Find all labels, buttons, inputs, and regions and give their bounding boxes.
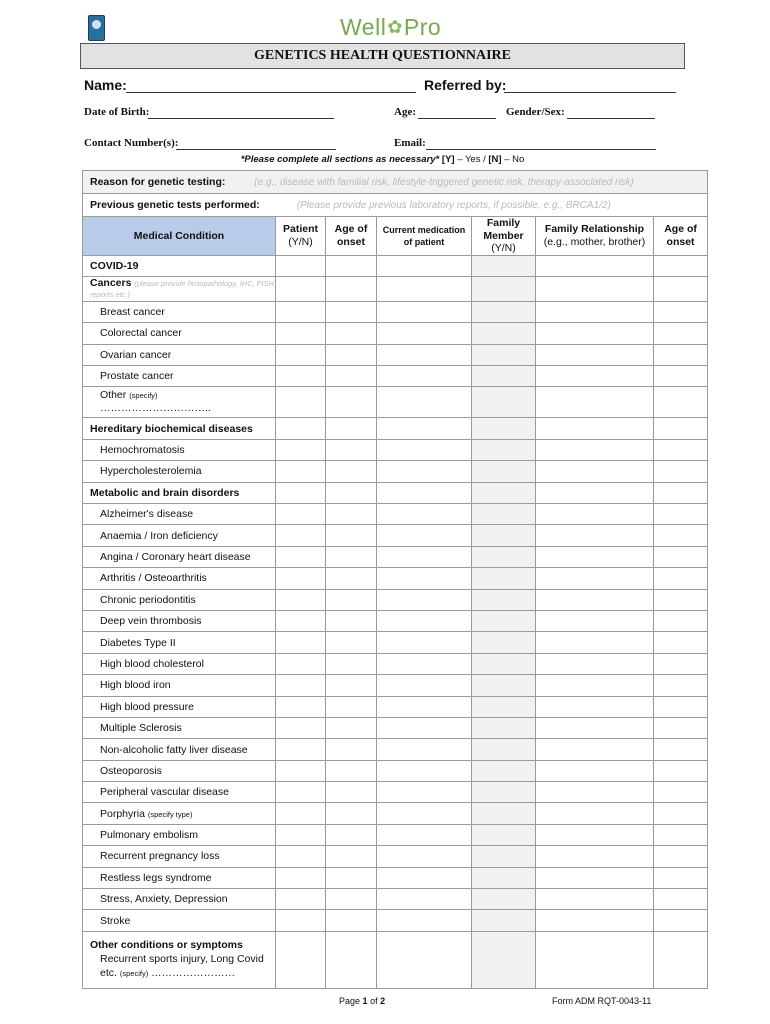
answer-cell[interactable] (472, 301, 536, 322)
instruction-note: *Please complete all sections as necessary* [Y] – Yes / [N] – No (240, 154, 525, 165)
table-row (83, 846, 708, 867)
answer-cell[interactable] (377, 632, 472, 653)
answer-cell[interactable] (472, 589, 536, 610)
answer-cell[interactable] (377, 696, 472, 717)
emblem-logo (88, 15, 105, 41)
answer-cell[interactable] (654, 276, 708, 301)
page-number: Page 1 of 2 (339, 996, 386, 1006)
col-relationship: Family Relationship (e.g., mother, brother) (536, 217, 654, 256)
answer-cell[interactable] (654, 931, 708, 988)
answer-cell[interactable] (472, 439, 536, 460)
condition-label: Arthritis / Osteoarthritis (83, 568, 276, 589)
answer-cell[interactable] (536, 546, 654, 567)
answer-cell[interactable] (326, 387, 377, 418)
email-field[interactable] (426, 149, 656, 150)
answer-cell[interactable] (472, 546, 536, 567)
answer-cell[interactable] (276, 782, 326, 803)
answer-cell[interactable] (536, 867, 654, 888)
answer-cell[interactable] (377, 366, 472, 387)
answer-cell[interactable] (536, 803, 654, 824)
answer-cell[interactable] (377, 387, 472, 418)
answer-cell[interactable] (654, 910, 708, 931)
answer-cell[interactable] (326, 482, 377, 503)
answer-cell[interactable] (276, 276, 326, 301)
answer-cell[interactable] (536, 366, 654, 387)
answer-cell[interactable] (377, 653, 472, 674)
table-row (83, 255, 708, 276)
table-row (83, 696, 708, 717)
answer-cell[interactable] (326, 803, 377, 824)
answer-cell[interactable] (276, 344, 326, 365)
answer-cell[interactable] (276, 910, 326, 931)
answer-cell[interactable] (377, 610, 472, 631)
dob-label: Date of Birth: (84, 106, 150, 118)
answer-cell[interactable] (472, 461, 536, 482)
answer-cell[interactable] (377, 589, 472, 610)
answer-cell[interactable] (472, 824, 536, 845)
answer-cell[interactable] (654, 323, 708, 344)
answer-cell[interactable] (654, 653, 708, 674)
answer-cell[interactable] (276, 589, 326, 610)
answer-cell[interactable] (536, 889, 654, 910)
gender-field[interactable] (567, 118, 655, 119)
answer-cell[interactable] (536, 824, 654, 845)
answer-cell[interactable] (377, 461, 472, 482)
answer-cell[interactable] (326, 846, 377, 867)
answer-cell[interactable] (536, 525, 654, 546)
answer-cell[interactable] (377, 301, 472, 322)
answer-cell[interactable] (326, 739, 377, 760)
answer-cell[interactable] (472, 803, 536, 824)
table-row (83, 301, 708, 322)
table-row (83, 824, 708, 845)
table-row (83, 504, 708, 525)
table-row (83, 782, 708, 803)
condition-label: Stroke (83, 910, 276, 931)
wellpro-logo: Well ✿ Pro (340, 13, 442, 40)
answer-cell[interactable] (536, 717, 654, 738)
answer-cell[interactable] (536, 739, 654, 760)
referred-by-label: Referred by: (424, 77, 507, 93)
answer-cell[interactable] (276, 525, 326, 546)
table-row (83, 276, 708, 301)
answer-cell[interactable] (536, 255, 654, 276)
answer-cell[interactable] (472, 653, 536, 674)
answer-cell[interactable] (536, 610, 654, 631)
answer-cell[interactable] (472, 525, 536, 546)
table-row (83, 931, 708, 988)
answer-cell[interactable] (276, 610, 326, 631)
condition-label: Cancers (please provide histopathology, IHC, FISH reports etc.) (83, 276, 276, 301)
answer-cell[interactable] (654, 301, 708, 322)
answer-cell[interactable] (654, 846, 708, 867)
answer-cell[interactable] (326, 418, 377, 439)
table-row (83, 653, 708, 674)
age-label: Age: (394, 106, 416, 118)
answer-cell[interactable] (377, 931, 472, 988)
condition-label: Metabolic and brain disorders (83, 482, 276, 503)
condition-label: COVID-19 (83, 255, 276, 276)
answer-cell[interactable] (654, 418, 708, 439)
answer-cell[interactable] (377, 824, 472, 845)
answer-cell[interactable] (472, 568, 536, 589)
condition-label: High blood cholesterol (83, 653, 276, 674)
col-family-member: Family Member (Y/N) (472, 217, 536, 256)
answer-cell[interactable] (326, 589, 377, 610)
answer-cell[interactable] (472, 846, 536, 867)
answer-cell[interactable] (326, 675, 377, 696)
answer-cell[interactable] (326, 366, 377, 387)
answer-cell[interactable] (536, 439, 654, 460)
condition-label: Stress, Anxiety, Depression (83, 889, 276, 910)
answer-cell[interactable] (472, 504, 536, 525)
answer-cell[interactable] (326, 546, 377, 567)
condition-label: Hypercholesterolemia (83, 461, 276, 482)
answer-cell[interactable] (276, 482, 326, 503)
table-row (83, 525, 708, 546)
answer-cell[interactable] (536, 589, 654, 610)
table-row (83, 461, 708, 482)
answer-cell[interactable] (377, 803, 472, 824)
answer-cell[interactable] (472, 931, 536, 988)
answer-cell[interactable] (276, 760, 326, 781)
answer-cell[interactable] (472, 717, 536, 738)
answer-cell[interactable] (326, 439, 377, 460)
answer-cell[interactable] (472, 782, 536, 803)
answer-cell[interactable] (536, 387, 654, 418)
condition-label: Hereditary biochemical diseases (83, 418, 276, 439)
reason-label: Reason for genetic testing: (90, 176, 226, 188)
answer-cell[interactable] (276, 568, 326, 589)
answer-cell[interactable] (536, 461, 654, 482)
answer-cell[interactable] (654, 461, 708, 482)
reason-hint[interactable]: (e.g., disease with familial risk, lifestyle-triggered genetic risk, therapy-associated risk) (254, 177, 634, 188)
col-age-onset: Age of onset (326, 217, 377, 256)
answer-cell[interactable] (276, 867, 326, 888)
condition-label: Angina / Coronary heart disease (83, 546, 276, 567)
condition-label: Anaemia / Iron deficiency (83, 525, 276, 546)
answer-cell[interactable] (377, 782, 472, 803)
table-row (83, 717, 708, 738)
answer-cell[interactable] (654, 675, 708, 696)
condition-label: Breast cancer (83, 301, 276, 322)
answer-cell[interactable] (536, 418, 654, 439)
condition-label: High blood iron (83, 675, 276, 696)
answer-cell[interactable] (472, 323, 536, 344)
condition-label: Alzheimer's disease (83, 504, 276, 525)
answer-cell[interactable] (654, 504, 708, 525)
condition-label: Non-alcoholic fatty liver disease (83, 739, 276, 760)
answer-cell[interactable] (472, 482, 536, 503)
answer-cell[interactable] (377, 504, 472, 525)
table-row (83, 439, 708, 460)
answer-cell[interactable] (654, 344, 708, 365)
answer-cell[interactable] (472, 418, 536, 439)
answer-cell[interactable] (326, 653, 377, 674)
table-row (83, 366, 708, 387)
answer-cell[interactable] (536, 696, 654, 717)
condition-label: Multiple Sclerosis (83, 717, 276, 738)
condition-label: Hemochromatosis (83, 439, 276, 460)
answer-cell[interactable] (326, 760, 377, 781)
answer-cell[interactable] (377, 439, 472, 460)
col-patient: Patient (Y/N) (276, 217, 326, 256)
condition-label: Deep vein thrombosis (83, 610, 276, 631)
reason-row (83, 171, 708, 194)
answer-cell[interactable] (377, 867, 472, 888)
table-row (83, 867, 708, 888)
answer-cell[interactable] (326, 255, 377, 276)
answer-cell[interactable] (654, 867, 708, 888)
answer-cell[interactable] (326, 782, 377, 803)
answer-cell[interactable] (377, 910, 472, 931)
condition-label: Porphyria (specify type) (83, 803, 276, 824)
answer-cell[interactable] (377, 889, 472, 910)
answer-cell[interactable] (472, 760, 536, 781)
answer-cell[interactable] (654, 696, 708, 717)
answer-cell[interactable] (377, 675, 472, 696)
answer-cell[interactable] (276, 889, 326, 910)
answer-cell[interactable] (326, 525, 377, 546)
answer-cell[interactable] (276, 739, 326, 760)
answer-cell[interactable] (654, 439, 708, 460)
table-row (83, 739, 708, 760)
answer-cell[interactable] (276, 301, 326, 322)
answer-cell[interactable] (654, 525, 708, 546)
answer-cell[interactable] (326, 717, 377, 738)
answer-cell[interactable] (276, 387, 326, 418)
table-row (83, 568, 708, 589)
table-row (83, 910, 708, 931)
answer-cell[interactable] (536, 344, 654, 365)
answer-cell[interactable] (276, 717, 326, 738)
condition-label: Pulmonary embolism (83, 824, 276, 845)
answer-cell[interactable] (377, 344, 472, 365)
contact-label: Contact Number(s): (84, 137, 179, 149)
answer-cell[interactable] (276, 675, 326, 696)
answer-cell[interactable] (536, 782, 654, 803)
answer-cell[interactable] (536, 301, 654, 322)
answer-cell[interactable] (326, 301, 377, 322)
answer-cell[interactable] (276, 439, 326, 460)
answer-cell[interactable] (472, 739, 536, 760)
col-condition: Medical Condition (83, 217, 276, 256)
condition-label: Other (specify) ………………………….. (83, 387, 276, 418)
answer-cell[interactable] (377, 546, 472, 567)
name-label: Name: (84, 77, 127, 93)
condition-label (83, 171, 708, 194)
answer-cell[interactable] (536, 568, 654, 589)
answer-cell[interactable] (377, 846, 472, 867)
answer-cell[interactable] (472, 610, 536, 631)
answer-cell[interactable] (654, 782, 708, 803)
contact-field[interactable] (176, 149, 336, 150)
table-row (83, 610, 708, 631)
answer-cell[interactable] (377, 568, 472, 589)
table-row (83, 482, 708, 503)
answer-cell[interactable] (326, 632, 377, 653)
answer-cell[interactable] (326, 910, 377, 931)
answer-cell[interactable] (326, 276, 377, 301)
table-row (83, 803, 708, 824)
answer-cell[interactable] (326, 889, 377, 910)
condition-label: Ovarian cancer (83, 344, 276, 365)
answer-cell[interactable] (326, 867, 377, 888)
answer-cell[interactable] (472, 696, 536, 717)
table-row (83, 323, 708, 344)
answer-cell[interactable] (276, 504, 326, 525)
answer-cell[interactable] (472, 387, 536, 418)
condition-label: Diabetes Type II (83, 632, 276, 653)
answer-cell[interactable] (536, 675, 654, 696)
answer-cell[interactable] (377, 717, 472, 738)
table-row (83, 675, 708, 696)
answer-cell[interactable] (654, 739, 708, 760)
table-row (83, 387, 708, 418)
answer-cell[interactable] (536, 323, 654, 344)
name-field[interactable] (126, 92, 416, 93)
answer-cell[interactable] (326, 610, 377, 631)
answer-cell[interactable] (326, 568, 377, 589)
answer-cell[interactable] (377, 482, 472, 503)
table-row (83, 589, 708, 610)
header-row (83, 217, 708, 256)
answer-cell[interactable] (276, 255, 326, 276)
questionnaire-table (82, 170, 708, 989)
condition-label: Other conditions or symptoms Recurrent sports injury, Long Covid etc. (specify) …………………… (83, 931, 276, 988)
answer-cell[interactable] (326, 461, 377, 482)
condition-label: High blood pressure (83, 696, 276, 717)
condition-label: Restless legs syndrome (83, 867, 276, 888)
leaf-icon: ✿ (387, 16, 403, 37)
table-row (83, 344, 708, 365)
answer-cell[interactable] (654, 546, 708, 567)
previous-tests-hint[interactable]: (Please provide previous laboratory reports, if possible, e.g., BRCA1/2) (296, 200, 611, 211)
condition-label: Chronic periodontitis (83, 589, 276, 610)
answer-cell[interactable] (276, 696, 326, 717)
answer-cell[interactable] (326, 696, 377, 717)
answer-cell[interactable] (536, 632, 654, 653)
answer-cell[interactable] (377, 739, 472, 760)
col-medication: Current medication of patient (377, 217, 472, 256)
answer-cell[interactable] (377, 418, 472, 439)
answer-cell[interactable] (276, 546, 326, 567)
answer-cell[interactable] (276, 461, 326, 482)
email-label: Email: (394, 137, 426, 149)
answer-cell[interactable] (276, 824, 326, 845)
condition-label: Recurrent pregnancy loss (83, 846, 276, 867)
answer-cell[interactable] (276, 632, 326, 653)
answer-cell[interactable] (654, 482, 708, 503)
answer-cell[interactable] (276, 803, 326, 824)
previous-tests-row (83, 194, 708, 217)
answer-cell[interactable] (654, 589, 708, 610)
answer-cell[interactable] (377, 255, 472, 276)
answer-cell[interactable] (377, 276, 472, 301)
answer-cell[interactable] (654, 255, 708, 276)
condition-label (83, 194, 708, 217)
answer-cell[interactable] (377, 323, 472, 344)
answer-cell[interactable] (536, 482, 654, 503)
answer-cell[interactable] (326, 323, 377, 344)
answer-cell[interactable] (276, 418, 326, 439)
answer-cell[interactable] (536, 760, 654, 781)
answer-cell[interactable] (377, 525, 472, 546)
table-row (83, 889, 708, 910)
answer-cell[interactable] (654, 803, 708, 824)
answer-cell[interactable] (276, 323, 326, 344)
condition-label: Prostate cancer (83, 366, 276, 387)
answer-cell[interactable] (276, 846, 326, 867)
answer-cell[interactable] (472, 344, 536, 365)
answer-cell[interactable] (654, 610, 708, 631)
answer-cell[interactable] (536, 846, 654, 867)
answer-cell[interactable] (472, 910, 536, 931)
page-title: GENETICS HEALTH QUESTIONNAIRE (80, 43, 685, 69)
condition-label: Colorectal cancer (83, 323, 276, 344)
answer-cell[interactable] (654, 387, 708, 418)
answer-cell[interactable] (472, 889, 536, 910)
dob-field[interactable] (148, 118, 334, 119)
answer-cell[interactable] (472, 867, 536, 888)
condition-label: Osteoporosis (83, 760, 276, 781)
answer-cell[interactable] (654, 760, 708, 781)
answer-cell[interactable] (326, 824, 377, 845)
answer-cell[interactable] (654, 824, 708, 845)
condition-label: Peripheral vascular disease (83, 782, 276, 803)
answer-cell[interactable] (654, 366, 708, 387)
answer-cell[interactable] (654, 568, 708, 589)
age-field[interactable] (418, 118, 496, 119)
answer-cell[interactable] (654, 717, 708, 738)
answer-cell[interactable] (536, 276, 654, 301)
previous-tests-label: Previous genetic tests performed: (90, 199, 260, 211)
table-row (83, 418, 708, 439)
answer-cell[interactable] (472, 632, 536, 653)
answer-cell[interactable] (472, 255, 536, 276)
answer-cell[interactable] (326, 504, 377, 525)
gender-label: Gender/Sex: (506, 106, 565, 118)
referred-by-field[interactable] (504, 92, 676, 93)
table-row (83, 760, 708, 781)
answer-cell[interactable] (276, 366, 326, 387)
answer-cell[interactable] (472, 366, 536, 387)
table-row (83, 632, 708, 653)
answer-cell[interactable] (536, 653, 654, 674)
answer-cell[interactable] (654, 889, 708, 910)
col-family-age: Age of onset (654, 217, 708, 256)
answer-cell[interactable] (654, 632, 708, 653)
form-code: Form ADM RQT-0043-11 (552, 996, 652, 1006)
answer-cell[interactable] (472, 675, 536, 696)
answer-cell[interactable] (326, 344, 377, 365)
answer-cell[interactable] (377, 760, 472, 781)
answer-cell[interactable] (472, 276, 536, 301)
answer-cell[interactable] (536, 931, 654, 988)
answer-cell[interactable] (536, 504, 654, 525)
table-row (83, 546, 708, 567)
answer-cell[interactable] (326, 931, 377, 988)
answer-cell[interactable] (276, 653, 326, 674)
answer-cell[interactable] (276, 931, 326, 988)
answer-cell[interactable] (536, 910, 654, 931)
